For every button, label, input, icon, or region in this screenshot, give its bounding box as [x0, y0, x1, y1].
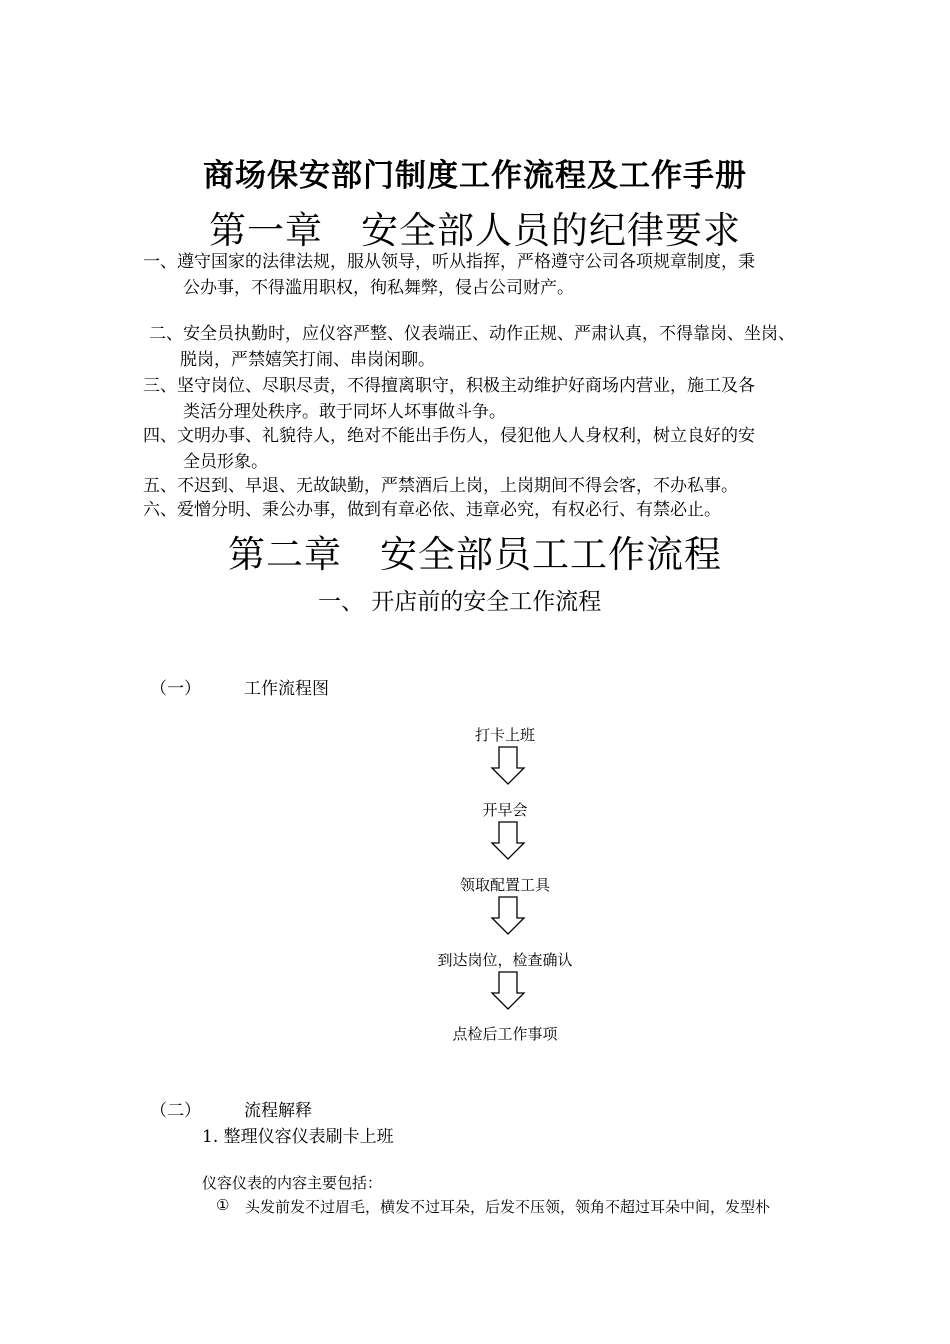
document-title: 商场保安部门制度工作流程及工作手册	[203, 158, 747, 194]
rule-5: 五、不迟到、早退、无故缺勤，严禁酒后上岗，上岗期间不得会客，不办私事。	[143, 476, 738, 496]
chapter-2-heading: 第二章 安全部员工工作流程	[228, 533, 722, 576]
flow-step-2: 开早会	[482, 801, 528, 819]
rule-6: 六、爱憎分明、秉公办事，做到有章必依、违章必究，有权必行、有禁必止。	[143, 500, 721, 520]
rule-1-line-2: 公办事，不得滥用职权，徇私舞弊，侵占公司财产。	[183, 278, 574, 298]
flow-step-5: 点检后工作事项	[452, 1025, 558, 1043]
part-2-label: 流程解释	[244, 1101, 312, 1121]
down-arrow-icon	[490, 821, 526, 861]
flow-step-3: 领取配置工具	[459, 876, 550, 894]
rule-2-line-1: 二、安全员执勤时，应仪容严整、仪表端正、动作正规、严肃认真，不得靠岗、坐岗、	[149, 324, 795, 344]
point-1-text: 头发前发不过眉毛，横发不过耳朵，后发不压领，领角不超过耳朵中间，发型朴	[245, 1198, 771, 1216]
rule-3-line-2: 类活分理处秩序。敢于同坏人坏事做斗争。	[183, 402, 506, 422]
part-1-number: （一）	[150, 679, 201, 699]
step-1-heading: 1. 整理仪容仪表刷卡上班	[202, 1127, 394, 1147]
rule-2-line-2: 脱岗，严禁嬉笑打闹、串岗闲聊。	[180, 350, 435, 370]
rule-4-line-1: 四、文明办事、礼貌待人，绝对不能出手伤人，侵犯他人人身权利，树立良好的安	[143, 426, 755, 446]
part-1-label: 工作流程图	[244, 679, 329, 699]
part-2-number: （二）	[150, 1101, 201, 1121]
rule-1-line-1: 一、遵守国家的法律法规，服从领导，听从指挥，严格遵守公司各项规章制度，秉	[143, 252, 755, 272]
appearance-intro: 仪容仪表的内容主要包括：	[202, 1174, 383, 1192]
down-arrow-icon	[490, 896, 526, 936]
section-1-heading: 一、 开店前的安全工作流程	[318, 589, 602, 615]
rule-3-line-1: 三、坚守岗位、尽职尽责，不得擅离职守，积极主动维护好商场内营业，施工及各	[143, 376, 755, 396]
rule-4-line-2: 全员形象。	[183, 452, 268, 472]
point-1-marker: ①	[216, 1196, 230, 1214]
chapter-1-heading: 第一章 安全部人员的纪律要求	[209, 209, 741, 252]
down-arrow-icon	[490, 971, 526, 1011]
flow-step-4: 到达岗位，检查确认	[437, 951, 573, 969]
flow-step-1: 打卡上班	[474, 726, 535, 744]
down-arrow-icon	[490, 746, 526, 786]
